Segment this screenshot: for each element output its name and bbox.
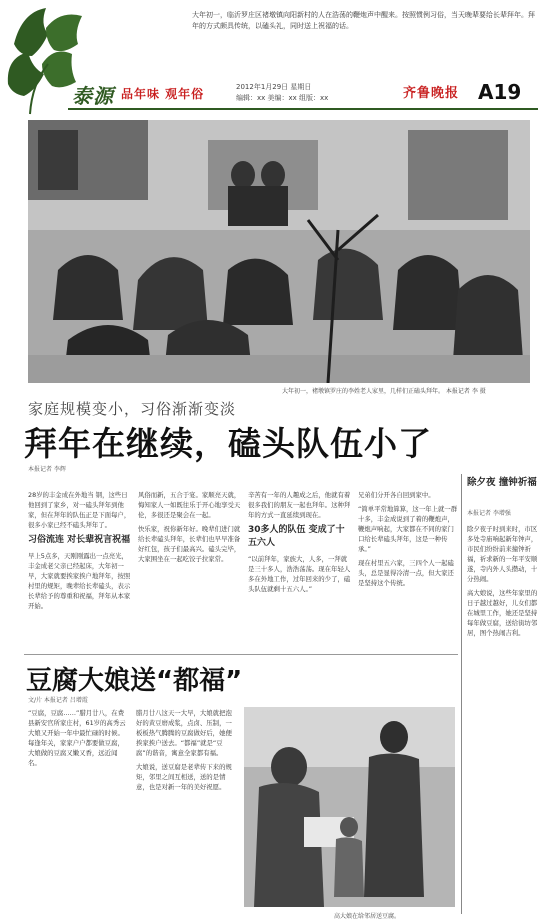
photo-caption-top: 大年初一，褚墩镇罗庄的李姓老人家里，几样们正磕头拜年。 本报记者 李 摄 xyxy=(282,388,486,395)
paragraph: 快乐家，祝你新年好。晚辈们进门就给长辈磕头拜年，长辈们也早早准备好红包，孩子们最高兴。磕头完毕，大家围坐在一起吃饺子拉家常。 xyxy=(138,525,241,563)
paragraph: 除夕夜子时到来时，市区多处寺庙响起新年钟声，市民们纷纷前来撞钟祈福，祈求新的一年平安顺遂，寺内外人头攒动，十分热闹。 xyxy=(467,525,538,583)
story1-column-3 xyxy=(248,490,352,650)
story1-headline: 拜年在继续，磕头队伍小了 xyxy=(24,424,432,463)
story1-column-4 xyxy=(358,490,458,650)
paragraph: 风俗而新，五合于宴。家顺亮天就，悔知家人一如既往乐于开心地享受天伦，多很还是聚会在一起。 xyxy=(138,491,241,519)
story1-subhead-2: 30多人的队伍 变成了十五六人 xyxy=(248,525,345,548)
section-divider xyxy=(24,654,458,655)
photo-caption-bottom: 高大娘在给邻居送豆腐。 xyxy=(334,913,401,920)
column-divider xyxy=(461,474,462,914)
story2-headline: 豆腐大娘送“都福” xyxy=(26,666,243,696)
kowtow-photo xyxy=(28,120,530,383)
editor-text: 编辑：xx 美编：xx 组版：xx xyxy=(236,94,329,102)
paragraph: 现在村里五六家，三四个人一起磕头，总是显得冷清一点，但大家还是坚持这个传统。 xyxy=(358,559,454,587)
dateline xyxy=(236,82,328,104)
paragraph: 腊月廿八这天一大早，大娘就把泡好的黄豆磨成浆，点卤、压制，一板板热气腾腾的豆腐做好后，她便挨家挨户送去。“都福”就是“豆腐”的谐音，寓意全家都有福。 xyxy=(136,709,232,757)
newspaper-brand: 齐鲁晚报 xyxy=(403,86,460,101)
story1-byline: 本报记者 李辉 xyxy=(28,466,66,473)
paragraph: 辛苦有一年的人趣成之后，他就有着很多我们的朋友一起也拜年。这种拜年的方式一直延续到现在。 xyxy=(248,491,351,519)
masthead xyxy=(0,0,550,118)
paragraph: 兄弟们分开各自回到家中。 xyxy=(358,491,435,499)
date-text: 2012年1月29日 星期日 xyxy=(236,83,312,91)
section-title: 泰源 xyxy=(72,84,114,108)
story1-subhead-1: 习俗流连 对长辈祝言祝福 xyxy=(28,535,131,545)
paragraph: “豆腐，豆腐……”腊月廿八，在费县新安官所家庄村，61岁的高秀云大娘又开始一年中最忙碌的时候。每逢年关，家家户户都要做豆腐，大娘做的豆腐又嫩又香，远近闻名。 xyxy=(28,709,126,767)
story1-column-1 xyxy=(28,490,132,650)
story2-byline: 文/片 本报记者 吕增霞 xyxy=(28,697,88,704)
tofu-photo xyxy=(244,707,455,907)
masthead-rule xyxy=(68,108,538,110)
kowtow-photo-image xyxy=(28,120,530,383)
section-subtitle: 品年味 观年俗 xyxy=(121,87,205,101)
paragraph: “简单平常地算算，这一年上就一群十多，丰金成说到了着的鞭炮声，鞭炮声响起，大家都在不同的家门口给长辈磕头拜年，这是一种传承。” xyxy=(358,505,458,553)
paragraph: 大娘说，送豆腐是老辈传下来的规矩，邻里之间互相送，送的是情意，也是对新一年的美好祝愿。 xyxy=(136,763,232,791)
page-number: A19 xyxy=(478,80,522,104)
sidebar-byline: 本报记者 李增强 xyxy=(467,510,511,517)
intro-text: 大年初一，临沂罗庄区褚墩镇向阳新村的人在浩荡的鞭炮声中醒来。按照惯例习俗，当天晚辈要给长辈拜年。拜年的方式颇具传统，以磕头礼，同时送上祝福的话。 xyxy=(192,11,535,30)
paragraph: 高大娘说，这些年家里的日子越过越好，儿女们都在城里工作，她还是坚持每年做豆腐，送给街坊邻居，图个热闹吉利。 xyxy=(467,589,538,637)
story2-column-1 xyxy=(28,708,128,913)
story1-column-2 xyxy=(138,490,242,650)
sidebar-body xyxy=(467,524,539,914)
story2-column-2 xyxy=(136,708,238,913)
paragraph: “以前拜年，家族大，人多，一拜就是三十多人，浩浩荡荡。现在年轻人多在外地工作，过年回来的少了，磕头队伍就剩十五六人。” xyxy=(248,555,351,593)
paragraph: 28岁的丰金成在外地当 钢，这些日他回到了家乡，对一磕头拜年到他家，但在拜年的队伍正是下面每户，很多小家已经不磕头拜年了。 xyxy=(28,491,131,529)
story1-kicker: 家庭规模变小，习俗渐渐变淡 xyxy=(28,400,237,418)
paragraph: 早上5点多，天刚刚露出一点亮光，丰金成老父亲已经起床，大年初一早，大家就要挨家挨户地拜年，按照村里的规矩，晚辈给长辈磕头，表示长辈给予的尊重和祝福，拜年从本家开始。 xyxy=(28,552,131,610)
tofu-photo-image xyxy=(244,707,455,907)
sidebar-headline: 除夕夜 撞钟祈福 xyxy=(467,477,537,488)
